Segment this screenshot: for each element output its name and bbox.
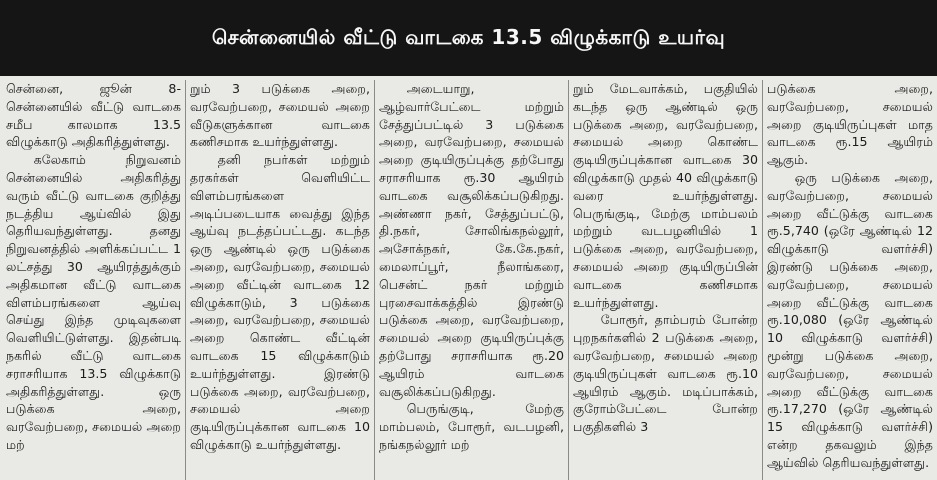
article-column-5 <box>767 80 933 480</box>
column-divider <box>762 80 763 480</box>
column-divider <box>185 80 186 480</box>
article-column-1 <box>6 80 181 480</box>
paragraph: கலேகாம் நிறுவனம் சென்னையில் அதிகரித்து வரும் வீட்டு வாடகை குறித்து நடத்திய ஆய்வில் இது தெரியவந்துள்ளது. தனது நிறுவனத்தில் அளிக்கப்பட்ட 1 லட்சத்து 30 ஆயிரத்துக்கும் அதிகமான வீட்டு வாடகை விளம்பரங்களை ஆய்வு செய்து இந்த முடிவுகளை வெளியிட்டுள்ளது. இதன்படி நகரில் வீட்டு வாடகை சராசரியாக 13.5 விழுக்காடு அதிகரித்துள்ளது. ஒரு படுக்கை அறை, வரவேற்பறை, சமையல் அறை மற் <box>6 152 181 452</box>
paragraph: படுக்கை அறை, வரவேற்பறை, சமையல் அறை குடியிருப்புகள் மாத வாடகை ரூ.15 ஆயிரம் ஆகும். <box>767 81 933 168</box>
paragraph: தனி நபர்கள் மற்றும் தரகர்கள் வெளியிட்ட விளம்பரங்களை அடிப்படையாக வைத்து இந்த ஆய்வு நடத்தப்பட்டது. கடந்த ஒரு ஆண்டில் ஒரு படுக்கை அறை, வரவேற்பறை, சமையல் அறை வீட்டின் வாடகை 12 விழுக்காடும், 3 படுக்கை அறை, வரவேற்பறை, சமையல் அறை கொண்ட வீட்டின் வாடகை 15 விழுக்காடும் உயர்ந்துள்ளது. இரண்டு படுக்கை அறை, வரவேற்பறை, சமையல் அறை குடியிருப்புக்கான வாடகை 10 விழுக்காடு உயர்ந்துள்ளது. <box>190 152 370 452</box>
paragraph: றும் 3 படுக்கை அறை, வரவேற்பறை, சமையல் அறை வீடுகளுக்கான வாடகை கணிசமாக உயர்ந்துள்ளது. <box>190 81 370 150</box>
paragraph: சென்னை, ஜூன் 8- சென்னையில் வீட்டு வாடகை சமீப காலமாக 13.5 விழுக்காடு அதிகரித்துள்ளது. <box>6 81 181 150</box>
column-divider <box>374 80 375 480</box>
article-column-4 <box>573 80 758 480</box>
article-column-2 <box>190 80 370 480</box>
paragraph: ஒரு படுக்கை அறை, வரவேற்பறை, சமையல் அறை வீட்டுக்கு வாடகை ரூ.5,740 (ஒரே ஆண்டில் 12 விழுக்காடு வளர்ச்சி) இரண்டு படுக்கை அறை, வரவேற்பறை, சமையல் அறை வீட்டுக்கு வாடகை ரூ.10,080 (ஒரே ஆண்டில் 10 விழுக்காடு வளர்ச்சி) மூன்று படுக்கை அறை, வரவேற்பறை, சமையல் அறை வீட்டுக்கு வாடகை ரூ.17,270 (ஒரே ஆண்டில் 15 விழுக்காடு வளர்ச்சி) என்ற தகவலும் இந்த ஆய்வில் தெரியவந்துள்ளது. <box>767 169 933 470</box>
paragraph: றும் மேடவாக்கம், பகுதியில் கடந்த ஒரு ஆண்டில் ஒரு படுக்கை அறை, வரவேற்பறை, சமையல் அறை கொண்ட குடியிருப்புக்கான வாடகை 30 விழுக்காடு முதல் 40 விழுக்காடு வரை உயர்ந்துள்ளது. பெருங்குடி, மேற்கு மாம்பலம் மற்றும் வடபழனியில் 1 படுக்கை அறை, வரவேற்பறை, சமையல் அறை குடியிருப்பின் வாடகை கணிசமாக உயர்ந்துள்ளது. <box>573 81 758 310</box>
article-column-3 <box>379 80 564 480</box>
paragraph: போரூர், தாம்பரம் போன்ற புறநகர்களில் 2 படுக்கை அறை, வரவேற்பறை, சமையல் அறை குடியிருப்புகள் வாடகை ரூ.10 ஆயிரம் ஆகும். மடிப்பாக்கம், குரோம்பேட்டை போன்ற பகுதிகளில் 3 <box>573 312 758 435</box>
paragraph: பெருங்குடி, மேற்கு மாம்பலம், போரூர், வடபழனி, நங்கநல்லூர் மற் <box>379 401 564 452</box>
headline: சென்னையில் வீட்டு வாடகை 13.5 விழுக்காடு உயர்வு <box>0 0 937 76</box>
column-divider <box>568 80 569 480</box>
paragraph: அடையாறு, ஆழ்வார்பேட்டை மற்றும் சேத்துப்பட்டில் 3 படுக்கை அறை, வரவேற்பறை, சமையல் அறை குடியிருப்புக்கு தற்போது சராசரியாக ரூ.30 ஆயிரம் வாடகை வசூலிக்கப்படுகிறது. அண்ணா நகர், சேத்துப்பட்டு, தி.நகர், சோலிங்கநல்லூர், அசோக்நகர், கே.கே.நகர், மைலாப்பூர், நீலாங்கரை, பெசன்ட் நகர் மற்றும் புரசைவாக்கத்தில் இரண்டு படுக்கை அறை, வரவேற்பறை, சமையல் அறை குடியிருப்புக்கு தற்போது சராசரியாக ரூ.20 ஆயிரம் வாடகை வசூலிக்கப்படுகிறது. <box>379 81 564 399</box>
